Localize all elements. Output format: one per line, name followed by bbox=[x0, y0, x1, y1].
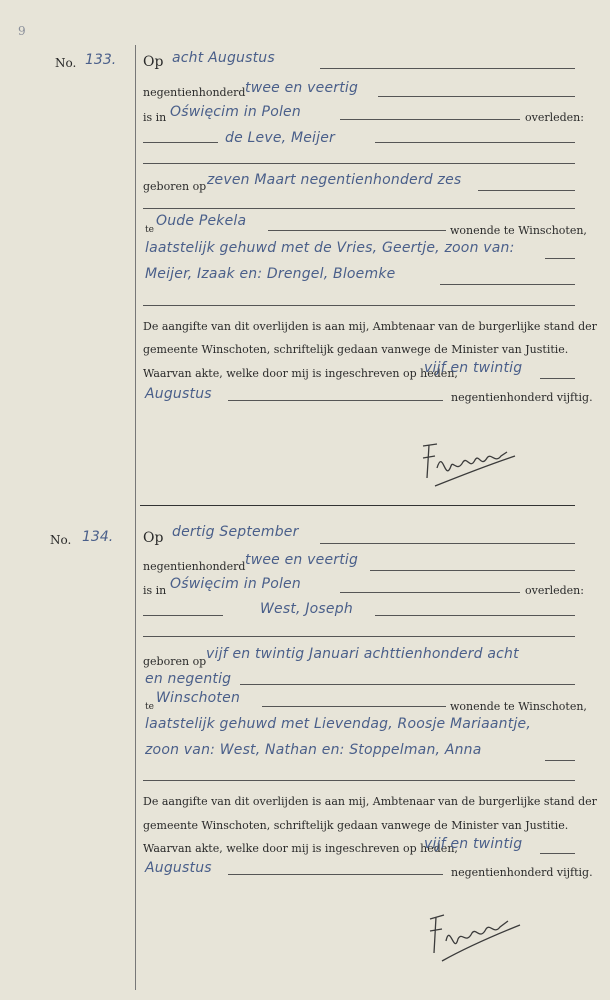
declaration-line-3: Waarvan akte, welke door mij is ingeschreven op heden, bbox=[143, 842, 458, 855]
deceased-name: West, Joseph bbox=[260, 601, 353, 617]
residence-label: wonende te Winschoten, bbox=[450, 700, 587, 713]
record-separator bbox=[140, 505, 575, 506]
remarks-line-1: laatstelijk gehuwd met de Vries, Geertje, zoon van: bbox=[145, 240, 515, 256]
remarks-line-2: Meijer, Izaak en: Drengel, Bloemke bbox=[145, 266, 396, 282]
death-place: Oświęcim in Polen bbox=[170, 576, 301, 592]
act-day: vijf en twintig bbox=[424, 836, 523, 852]
remarks-line-1: laatstelijk gehuwd met Lievendag, Roosje Mariaantje, bbox=[145, 716, 531, 732]
residence-label: wonende te Winschoten, bbox=[450, 224, 587, 237]
death-date: dertig September bbox=[172, 524, 299, 540]
act-year-tail: negentienhonderd vijftig. bbox=[451, 391, 593, 404]
place-label: is in bbox=[143, 111, 167, 124]
deceased-label: overleden: bbox=[525, 584, 584, 597]
record-number-label: No. bbox=[55, 56, 77, 70]
op-label: Op bbox=[143, 54, 164, 70]
margin-rule bbox=[135, 45, 136, 990]
signature-1 bbox=[415, 438, 525, 493]
deceased-name: de Leve, Meijer bbox=[225, 130, 336, 146]
act-month: Augustus bbox=[145, 386, 212, 402]
declaration-line-2: gemeente Winschoten, schriftelijk gedaan vanwege de Minister van Justitie. bbox=[143, 343, 569, 356]
declaration-line-1: De aangifte van dit overlijden is aan mij, Ambtenaar van de burgerlijke stand der bbox=[143, 795, 597, 808]
death-date: acht Augustus bbox=[172, 50, 275, 66]
century-label: negentienhonderd bbox=[143, 560, 246, 573]
death-place: Oświęcim in Polen bbox=[170, 104, 301, 120]
birth-date: vijf en twintig Januari achttienhonderd acht bbox=[206, 646, 519, 662]
record-number: 133. bbox=[85, 52, 117, 68]
act-year-tail: negentienhonderd vijftig. bbox=[451, 866, 593, 879]
birth-place: Winschoten bbox=[156, 690, 241, 706]
birth-label: geboren op bbox=[143, 655, 207, 668]
century-label: negentienhonderd bbox=[143, 86, 246, 99]
op-label: Op bbox=[143, 530, 164, 546]
remarks-line-2: zoon van: West, Nathan en: Stoppelman, Anna bbox=[145, 742, 482, 758]
death-year: twee en veertig bbox=[245, 80, 359, 96]
te-label: te bbox=[145, 702, 154, 712]
act-day: vijf en twintig bbox=[424, 360, 523, 376]
deceased-label: overleden: bbox=[525, 111, 584, 124]
declaration-line-3: Waarvan akte, welke door mij is ingeschreven op heden, bbox=[143, 367, 458, 380]
place-label: is in bbox=[143, 584, 167, 597]
death-year: twee en veertig bbox=[245, 552, 359, 568]
record-number-label: No. bbox=[50, 533, 72, 547]
birth-label: geboren op bbox=[143, 180, 207, 193]
record-number: 134. bbox=[82, 529, 114, 545]
te-label: te bbox=[145, 225, 154, 235]
signature-2 bbox=[420, 905, 530, 965]
birth-date-cont: en negentig bbox=[145, 671, 232, 687]
birth-date: zeven Maart negentienhonderd zes bbox=[207, 172, 462, 188]
margin-mark: 9 bbox=[18, 24, 26, 38]
declaration-line-1: De aangifte van dit overlijden is aan mij, Ambtenaar van de burgerlijke stand der bbox=[143, 320, 597, 333]
act-month: Augustus bbox=[145, 860, 212, 876]
declaration-line-2: gemeente Winschoten, schriftelijk gedaan vanwege de Minister van Justitie. bbox=[143, 819, 569, 832]
birth-place: Oude Pekela bbox=[156, 213, 247, 229]
